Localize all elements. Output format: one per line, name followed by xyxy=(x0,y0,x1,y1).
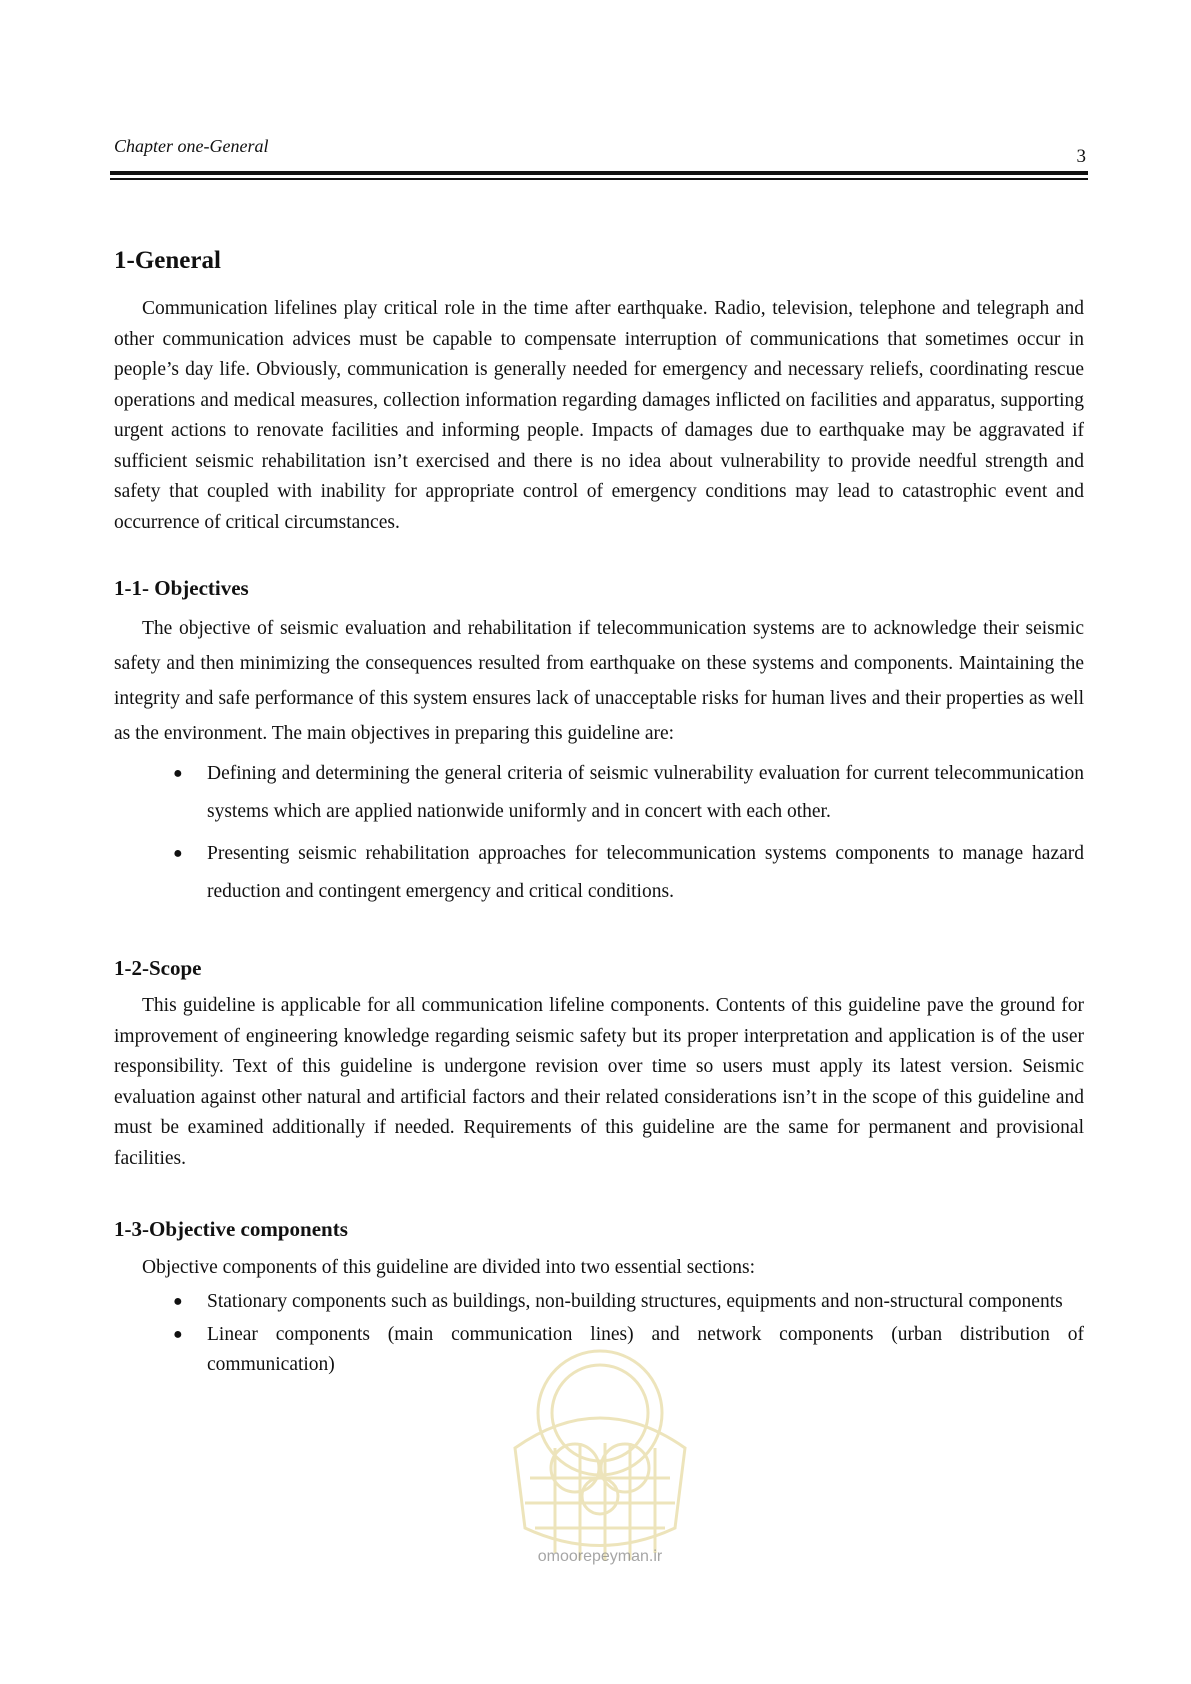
list-item: ● Defining and determining the general criteria of seismic vulnerability evaluation for current telecommunication systems which are applied nationwide uniformly and in concert with each other. xyxy=(207,755,1084,831)
list-item: ● Linear components (main communication lines) and network components (urban distribution of communication) xyxy=(207,1320,1084,1381)
chapter-title: Chapter one-General xyxy=(114,136,269,156)
bullet-icon: ● xyxy=(173,1293,183,1311)
components-list xyxy=(114,1287,1084,1381)
components-paragraph: Objective components of this guideline are divided into two essential sections: xyxy=(142,1256,756,1278)
scope-paragraph: This guideline is applicable for all communication lifeline components. Contents of this guideline pave the ground for improvement of engineering knowledge regarding seismic safety but its proper interpretation and application is of the user responsibility. Text of this guideline is undergone revision over time so users must apply its latest version. Seismic evaluation against other natural and artificial factors and their related considerations isn’t in the scope of this guideline and must be examined additionally if needed. Requirements of this guideline are the same for permanent and provisional facilities. xyxy=(114,995,1084,1169)
list-item: ● Stationary components such as buildings, non-building structures, equipments and non-structural components xyxy=(207,1287,1084,1318)
objectives-paragraph: The objective of seismic evaluation and rehabilitation if telecommunication systems are to acknowledge their seismic safety and then minimizing the consequences resulted from earthquake on these systems and components. Maintaining the integrity and safe performance of this system ensures lack of unacceptable risks for human lives and their properties as well as the environment. The main objectives in preparing this guideline are: xyxy=(114,618,1084,745)
bullet-icon: ● xyxy=(173,1325,183,1343)
general-paragraph: Communication lifelines play critical role in the time after earthquake. Radio, television, telephone and telegraph and other communication advices must be capable to compensate interruption of communications that sometimes occur in people’s day life. Obviously, communication is generally needed for emergency and necessary reliefs, coordinating rescue operations and medical measures, collection information regarding damages inflicted on facilities and apparatus, supporting urgent actions to renovate facilities and informing people. Impacts of damages due to earthquake may be aggravated if sufficient seismic rehabilitation isn’t exercised and there is no idea about vulnerability to provide needful strength and safety that coupled with inability for appropriate control of emergency conditions may lead to catastrophic event and occurrence of critical circumstances. xyxy=(114,298,1084,533)
bullet-icon: ● xyxy=(173,765,183,783)
components-section xyxy=(114,1217,1084,1380)
objectives-list xyxy=(114,755,1084,911)
scope-section xyxy=(114,956,1084,1174)
section-title-objectives: 1-1- Objectives xyxy=(114,576,249,600)
section-title-components: 1-3-Objective components xyxy=(114,1217,348,1242)
objectives-section xyxy=(114,576,1084,911)
page-header xyxy=(114,136,1086,176)
page-body xyxy=(114,240,1084,1383)
page-number: 3 xyxy=(1076,146,1086,167)
header-rule-thin xyxy=(110,178,1088,180)
section-title-general: 1-General xyxy=(114,247,221,274)
bullet-icon: ● xyxy=(173,845,183,863)
watermark-text: omoorepeyman.ir xyxy=(537,1548,663,1565)
header-rule-thick xyxy=(110,171,1088,175)
section-title-scope: 1-2-Scope xyxy=(114,956,202,981)
list-item: ● Presenting seismic rehabilitation approaches for telecommunication systems components to manage hazard reduction and contingent emergency and critical conditions. xyxy=(207,835,1084,911)
